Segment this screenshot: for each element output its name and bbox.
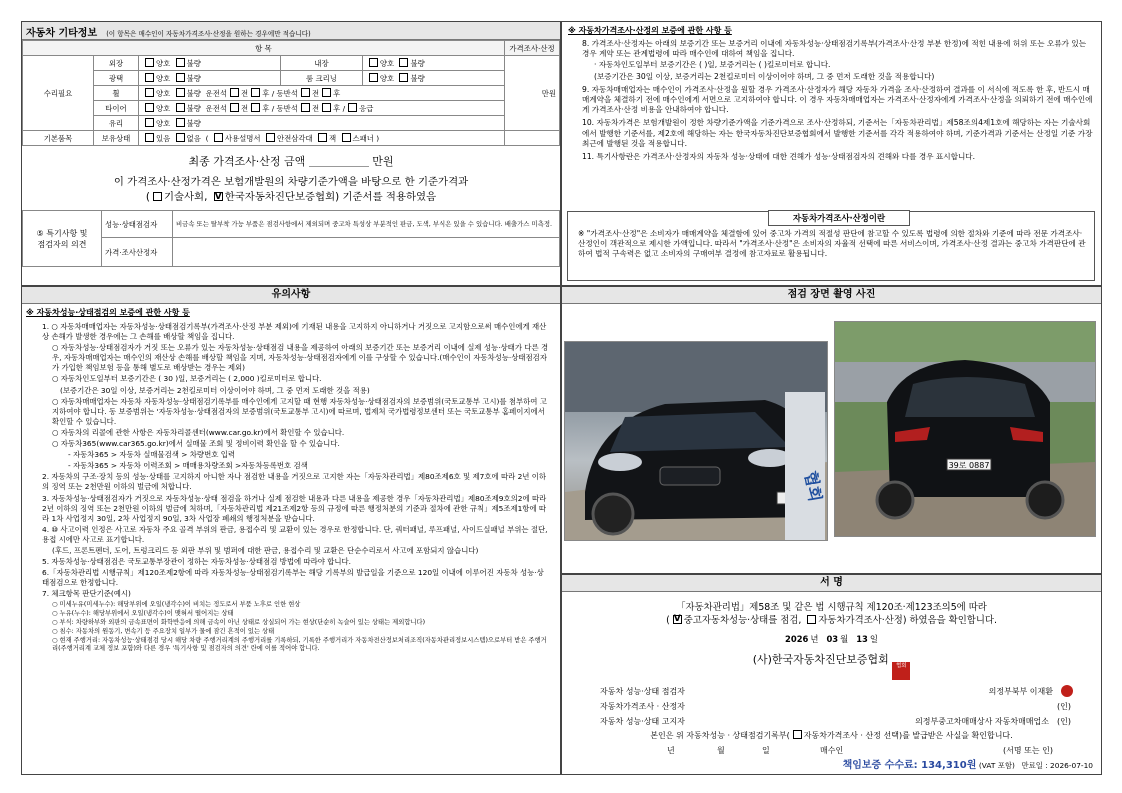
notice-3: 3. 자동차성능·상태점검자가 거짓으로 자동차성능·상태 점검을 하거나 실제 점검한 내용과 다른 내용을 제공한 경우「자동차관리법」제80조제9호의2에 따라 2년 이하의 징역 또는 2천만원 이하의 벌금에 처하며,「자동차관리법 제21조제2항 등의 규정에 따른 행정처분의 기준과 절차에 관한 규칙」제5조제1항에 따라 1차 사업정지 30일, 2차 사업정지 90일, 3차 사업장 폐쇄의 행정처분을 받습니다. [42, 493, 547, 523]
inspection-photo-front [564, 341, 828, 541]
final-price-input[interactable] [309, 154, 369, 167]
basic-have-checkbox[interactable] [145, 133, 154, 142]
fee-text [843, 758, 1093, 774]
basic-items-options: 있음 없음 ( 사용설명서 안전삼각대 잭 스패너 ) [139, 131, 505, 146]
wheel-good-checkbox[interactable] [145, 88, 154, 97]
spanner-checkbox[interactable] [342, 133, 351, 142]
triangle-checkbox[interactable] [266, 133, 275, 142]
notice-1b: ○ 자동차성능·상태점검자가 거짓 또는 오류가 있는 자동차성능·상태점검 내용을 제공하여 아래의 보증기간 또는 보증거리 이내에 실제 성능·상태가 다른 경우, 자동차매매업자는 매수인의 재산상 손해를 배상할 책임을 지며, 자동차성능·상태점검자에게 이를 구상할 수 있습니다.(매수인이 자동차성능·상태점검자가 가입한 책임보험 등을 통해 별도로 배상받는 경우는 제외) [52, 343, 549, 373]
notice-1g: ○ 자동차365(www.car365.go.kr)에서 실매물 조회 및 정비이력 확인을 할 수 있습니다. [52, 439, 340, 449]
tire-passenger-front-checkbox[interactable] [301, 103, 310, 112]
wheel-driver-rear-checkbox[interactable] [251, 88, 260, 97]
note-8: 8. 가격조사·산정자는 아래의 보증기간 또는 보증거리 이내에 자동차성능·상태점검기록부(가격조사·산정 부분 한정)에 적힌 내용에 허위 또는 오류가 있는 경우 계약 또는 관계법령에 따라 매수인에 대하여 책임을 집니다. [582, 39, 1087, 59]
vehicle-extra-info-header [22, 22, 560, 40]
basis-line-2: ( 기술사회, V 한국자동차진단보증협회) 기준서를 적용하였음 [22, 190, 560, 205]
photo-panel [561, 286, 1102, 574]
section-title: 자동차 기타정보 [26, 28, 98, 39]
expiry-date: 만료일 : 2026-07-10 [1021, 761, 1093, 770]
wheel-passenger-front-checkbox[interactable] [301, 88, 310, 97]
note-8-period: · 자동차인도일부터 보증기간은 ( )일, 보증거리는 ( )킬로미터로 합니다. [594, 60, 831, 70]
photo-header: 점검 장면 촬영 사진 [562, 287, 1101, 304]
interior-bad-checkbox[interactable] [399, 58, 408, 67]
notice-1i: - 자동차365 > 자동차 이력조회 > 매매용차량조회 >자동차등록번호 검색 [68, 461, 308, 471]
criteria-list [22, 600, 560, 653]
row-tire-label: 타이어 [94, 101, 139, 116]
notice-5: 5. 자동차성능·상태점검은 국토교통부장관이 정하는 자동차성능·상태점검 방법에 따라야 합니다. [42, 557, 351, 567]
notice-1c: ○ 자동차인도일부터 보증기간은 ( 30 )일, 보증거리는 ( 2,000 )킬로미터로 합니다. [52, 374, 322, 384]
wheel-options: 양호 불량 운전석 전 후 / 동반석 전 후 [139, 86, 505, 101]
wheel-bad-checkbox[interactable] [176, 88, 185, 97]
notice-1h: - 자동차365 > 자동차 실매물검색 > 차량번호 입력 [68, 450, 235, 460]
signer-row-notifier [562, 714, 1101, 729]
final-price-unit: 만원 [372, 155, 394, 168]
signer-inspector-label: 자동차 성능·상태 점검자 [600, 687, 685, 696]
signer-row-inspector [562, 684, 1101, 699]
final-price-row [22, 153, 560, 169]
final-price-label: 최종 가격조사·산정 금액 [188, 155, 306, 168]
price-warranty-notes [568, 39, 1095, 162]
glass-bad-checkbox[interactable] [176, 118, 185, 127]
special-inspector-text: 비금속 또는 탈부착 가능 부품은 점검사항에서 제외되며 중고차 특성상 부분적인 판금, 도색, 부식은 있을 수 있습니다. 배출가스 미측정. [173, 211, 560, 238]
declaration-line-2: (V 중고자동차성능·상태를 점검, 자동차가격조사·산정) 하였음을 확인합니다. [562, 614, 1101, 627]
basis-line-1: 이 가격조사·산정가격은 보험개발원의 차량기준가액을 바탕으로 한 기준가격과 [113, 176, 469, 188]
tire-bad-checkbox[interactable] [176, 103, 185, 112]
basis-text [22, 175, 560, 205]
room-clean-options: 양호 불량 [362, 71, 504, 86]
exterior-options: 양호 불량 [139, 56, 281, 71]
interior-options: 양호 불량 [362, 56, 504, 71]
note-9: 9. 자동차매매업자는 매수인이 가격조사·산정을 원할 경우 가격조사·산정자가 해당 자동차 가격을 조사·산정하여 결과를 이 서식에 적도록 한 후, 반드시 매매계약을 체결하기 전에 매수인에게 서면으로 고지하여야 합니다. 이 경우 자동차매매업자는 가격조사·산정자에게 가격조사·산정을 의뢰하기 전에 매수인에게 가격조사·산정 비용을 안내하여야 합니다. [582, 84, 1093, 115]
signer-appraiser-seal: (인) [1057, 702, 1071, 711]
price-appraisal-checkbox[interactable] [807, 615, 816, 624]
price-unit: 만원 [505, 56, 560, 131]
row-room-clean-label: 룸 크리닝 [281, 71, 363, 86]
receipt-price-checkbox[interactable] [793, 730, 802, 739]
used-car-inspection-checkbox[interactable] [673, 615, 682, 624]
notice-1f: ○ 자동차의 리콜에 관한 사항은 자동차리콜센터(www.car.go.kr)에서 확인할 수 있습니다. [52, 427, 345, 437]
notice-1d: (보증기간은 30일 이상, 보증거리는 2천킬로미터 이상이어야 하며, 그 중 먼저 도래한 것을 적용) [60, 385, 370, 395]
col-price-header: 가격조사·산정 [505, 41, 560, 56]
special-inspector-label: 성능·상태점검자 [102, 211, 173, 238]
declaration [562, 601, 1101, 627]
notice-heading: ※ 자동차성능·상태점검의 보증에 관한 사항 등 [26, 308, 190, 317]
inspection-photo-rear [834, 321, 1096, 537]
price-warranty-panel [561, 21, 1102, 286]
issue-year: 2026 [785, 634, 809, 644]
tire-driver-rear-checkbox[interactable] [251, 103, 260, 112]
notice-2: 2. 자동차의 구조·장치 등의 성능·상태를 고지하지 아니한 자나 점검한 내용을 거짓으로 고지한 자는「자동차관리법」제80조제6호 및 제7호에 따라 2년 이하의 징역 또는 2천만원 이하의 벌금에 처합니다. [42, 472, 547, 492]
tire-good-checkbox[interactable] [145, 103, 154, 112]
organization [562, 651, 1101, 680]
signer-inspector-stamp [1061, 685, 1073, 697]
criteria-4: ○ 침수: 자동차의 원동기, 변속기 등 주요장치 일부가 물에 잠긴 흔적이 있는 상태 [52, 628, 275, 636]
exterior-good-checkbox[interactable] [145, 58, 154, 67]
rear-plate-text: 39로 0887 [948, 461, 990, 470]
buyer-sign-field[interactable]: (서명 또는 인) [1003, 746, 1053, 755]
exterior-bad-checkbox[interactable] [176, 58, 185, 67]
price-warranty-heading: ※ 자동차가격조사·산정의 보증에 관한 사항 등 [568, 26, 732, 35]
issue-day: 13 [856, 634, 868, 644]
criteria-3: ○ 부식: 차량하부와 외판의 금속표면이 화학반응에 의해 금속이 아닌 상태로 상실되어 가는 현상(단순히 녹슬어 있는 상태는 제외합니다) [52, 619, 426, 627]
note-8-detail: (보증기간은 30일 이상, 보증거리는 2천킬로미터 이상이어야 하며, 그 중 먼저 도래한 것을 적용합니다) [594, 71, 935, 81]
gloss-good-checkbox[interactable] [145, 73, 154, 82]
signer-appraiser-label: 자동차가격조사 · 산정자 [600, 702, 685, 711]
basic-items-label: 기본품목 [23, 131, 94, 146]
gloss-options: 양호 불량 [139, 71, 281, 86]
manual-checkbox[interactable] [214, 133, 223, 142]
signer-inspector-name: 의정부북부 이재환 [988, 687, 1053, 696]
car-front-illustration [565, 342, 827, 540]
vehicle-extra-info-panel [21, 21, 561, 286]
notice-4: 4. ⑩ 사고이력 인정은 사고로 자동차 주요 골격 부위의 판금, 용접수리 및 교환이 있는 경우로 한정합니다. 단, 쿼터패널, 루프패널, 사이드실패널 부위는 절단, 용접 시에만 사고로 표기합니다. [42, 524, 548, 544]
engineer-society-checkbox[interactable] [153, 192, 162, 201]
special-appraiser-text[interactable] [173, 238, 560, 267]
basic-status-label: 보유상태 [94, 131, 139, 146]
wheel-driver-front-checkbox[interactable] [230, 88, 239, 97]
glass-good-checkbox[interactable] [145, 118, 154, 127]
tire-passenger-rear-checkbox[interactable] [322, 103, 331, 112]
notice-6: 6.「자동차관리법 시행규칙」제120조제2항에 따라 자동차성능·상태점검기록부는 해당 기록부의 발급일을 기준으로 120일 이내에 이루어진 자동차 성능·상태점검으로 한정합니다. [42, 568, 544, 588]
kadia-checkbox[interactable] [214, 192, 223, 201]
criteria-5: ○ 현재 주행거리: 자동차성능·상태점검 당시 해당 차량 주행거리계의 주행거리를 기록하되, 기록한 주행거리가 자동차전산정보처리조직(자동차관리정보시스템)으로부터 받은 주행거리(주행거리계 교체 정보 포함)와 다른 경우 '특기사항 및 점검자의 의견' 란에 이를 적어야 합니다. [52, 637, 547, 653]
receipt-line: 본인은 위 자동차성능 · 상태점검기록부( 자동차가격조사 · 산정 선택)를 발급받은 사실을 확인합니다. [650, 731, 1013, 740]
notice-header: 유의사항 [22, 287, 560, 304]
glass-options: 양호 불량 [139, 116, 505, 131]
organization-name: (사)한국자동차진단보증협회 [752, 653, 889, 666]
signer-row-appraiser [562, 699, 1101, 714]
car-rear-illustration [835, 322, 1095, 536]
basic-none-checkbox[interactable] [176, 133, 185, 142]
issue-month: 03 [826, 634, 839, 644]
signature-panel [561, 574, 1102, 775]
signer-notifier-name: 의정부중고차매매상사 자동차매매업소 [915, 717, 1049, 726]
notice-4b: (후드, 프론트펜더, 도어, 트렁크리드 등 외판 부위 및 범퍼에 대한 판금, 용접수리 및 교환은 단순수리로서 사고에 포함되지 않습니다) [52, 545, 479, 555]
signer-notifier-seal: (인) [1057, 717, 1071, 726]
row-interior-label: 내장 [281, 56, 363, 71]
notice-items [22, 322, 560, 599]
jack-checkbox[interactable] [318, 133, 327, 142]
special-appraiser-label: 가격·조사산정자 [102, 238, 173, 267]
criteria-1: ○ 미세누유(미세누수): 해당부위에 오일(냉각수)이 비치는 정도로서 부품 노후로 인한 현상 [52, 601, 301, 609]
signature-header: 서 명 [562, 575, 1101, 592]
note-11: 11. 특기사항란은 가격조사·산정자의 자동차 성능·상태에 대한 견해가 성능·상태점검자의 견해와 다를 경우 표시합니다. [582, 152, 976, 162]
interior-good-checkbox[interactable] [369, 58, 378, 67]
warranty-fee: 책임보증 수수료: 134,310원 [842, 760, 977, 771]
signer-notifier-label: 자동차 성능·상태 고지자 [600, 717, 685, 726]
row-exterior-label: 외장 [94, 56, 139, 71]
issue-date: 2026 년 03 월 13 일 [785, 634, 878, 644]
price-definition-title: 자동차가격조사·산정이란 [768, 210, 910, 226]
fee-vat: (VAT 포함) [978, 761, 1015, 770]
declaration-line-1: 「자동차관리법」제58조 및 같은 법 시행규칙 제120조·제123조의5에 따라 [676, 602, 987, 613]
notice-1e: ○ 자동차매매업자는 자동차 자동차성능·상태점검기록부를 매수인에게 고지할 때 현행 자동차성능·상태점검자의 보증범위(국토교통부 고시)를 첨부하여 고지하여야 합니다. 동 보증범위는 '자동차성능·상태점검자의 보증범위(국토교통부 고시)에 따르며, 법제처 국가법령정보센터 또는 국토교통부 홈페이지에서 확인할 수 있습니다. [52, 396, 547, 426]
price-definition-box [567, 211, 1095, 281]
col-item-header: 항 목 [23, 41, 505, 56]
row-glass-label: 유리 [94, 116, 139, 131]
section-title-note: (이 항목은 매수인이 자동차가격조사·산정을 원하는 경우에만 적습니다) [106, 30, 311, 38]
room-clean-good-checkbox[interactable] [369, 73, 378, 82]
room-clean-bad-checkbox[interactable] [399, 73, 408, 82]
svg-text:협회: 협회 [801, 469, 826, 504]
notice-1: 1. ○ 자동차매매업자는 자동차성능·상태점검기록부(가격조사·산정 부분 제외)에 기재된 내용을 고지하지 아니하거나 거짓으로 고지함으로써 매수인에게 재산상 손해가 발생한 경우에는 그 손해를 배상할 책임을 집니다. [42, 322, 547, 342]
tire-options: 양호 불량 운전석 전 후 / 동반석 전 후 / 응급 [139, 101, 505, 116]
organization-seal: 협회 [892, 662, 910, 680]
buyer-label: 매수인 [820, 746, 844, 755]
note-10: 10. 자동차가격은 보험개발원이 정한 차량기준가액을 기준가격으로 조사·산정하되, 기준서는「자동차관리법」제58조의4제1호에 해당하는 자는 기술사회에서 발행한 기준서를, 제2호에 해당하는 자는 한국자동차진단보증협회에서 발행한 기준서를 각각 적용하여야 하며, 기준가격과 기준서는 산정일 기준 가장 최근에 발행된 것을 적용합니다. [582, 118, 1093, 148]
buyer-row: 년 월 일 매수인 (서명 또는 인) [562, 743, 1101, 758]
special-notes-table [22, 210, 560, 267]
criteria-2: ○ 누유(누수): 해당부위에서 오일(냉각수)이 맺혀서 떨어지는 상태 [52, 610, 234, 618]
tire-driver-front-checkbox[interactable] [230, 103, 239, 112]
row-wheel-label: 휠 [94, 86, 139, 101]
wheel-passenger-rear-checkbox[interactable] [322, 88, 331, 97]
gloss-bad-checkbox[interactable] [176, 73, 185, 82]
price-definition-text: ※ "가격조사·산정"은 소비자가 매매계약을 체결함에 있어 중고차 가격의 적절성 판단에 참고할 수 있도록 법령에 의한 절차와 기준에 따라 전문 가격조사·산정인이 객관적으로 제시한 가액입니다. 따라서 "가격조사·산정"은 소비자의 자율적 선택에 따른 서비스이며, 가격조사·산정 결과는 중고차 가격판단에 관하여 법적 구속력은 없고 소비자의 구매여부 결정에 참고자료로 활용됩니다. [578, 229, 1086, 259]
notice-7: 7. 체크항목 판단기준(예시) [42, 589, 131, 599]
special-notes-label: ⑤ 특기사항 및 점검자의 의견 [23, 211, 102, 267]
notice-panel [21, 286, 561, 775]
fee-row [562, 758, 1101, 774]
group-repair-label: 수리필요 [23, 56, 94, 131]
repair-table [22, 40, 560, 146]
row-gloss-label: 광택 [94, 71, 139, 86]
tire-emergency-checkbox[interactable] [348, 103, 357, 112]
signer-rows [562, 684, 1101, 774]
